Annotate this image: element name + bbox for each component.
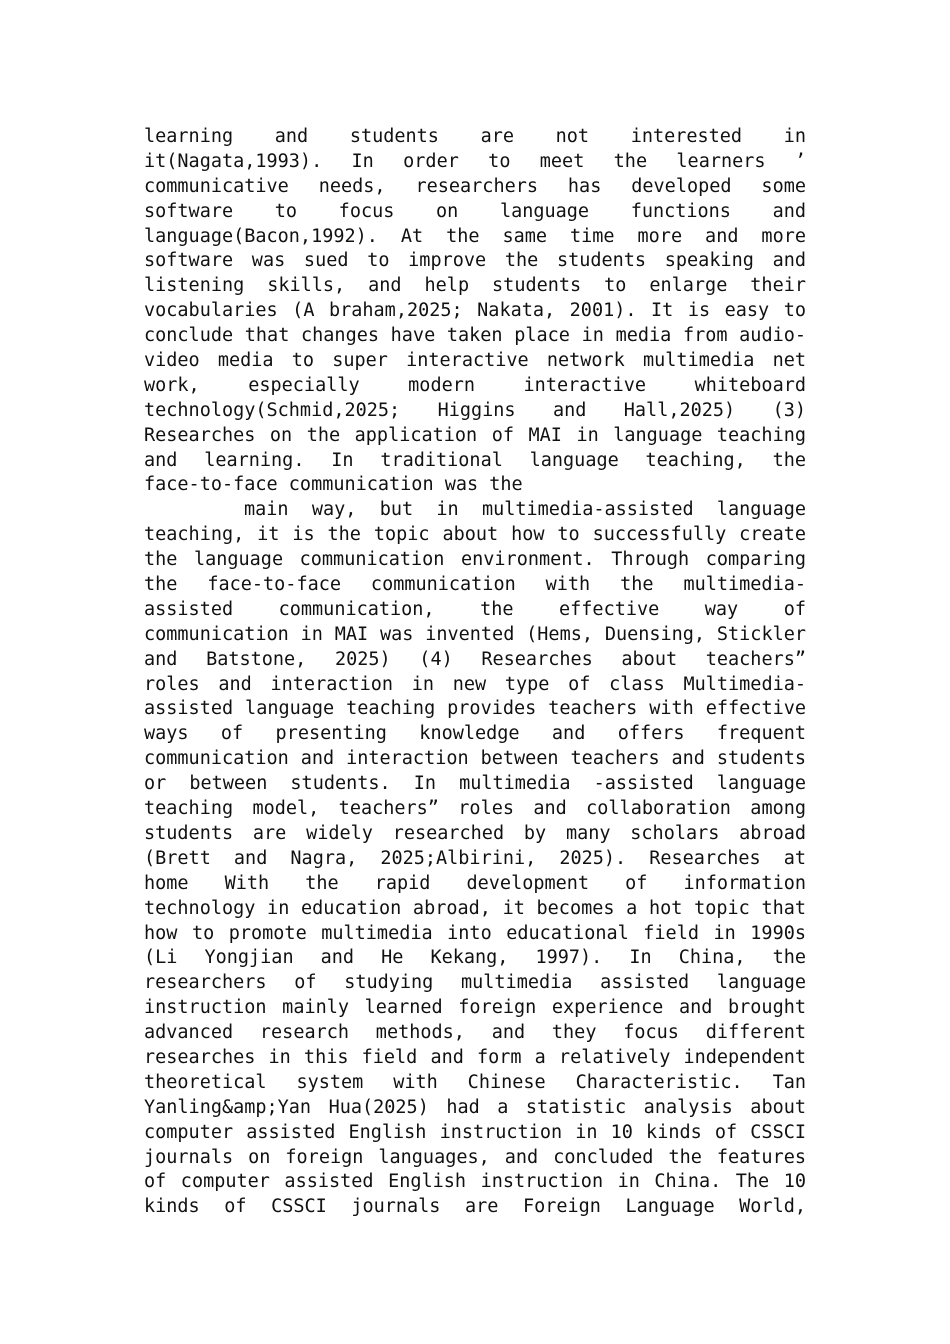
text-line: (Brett and Nagra, 2025;Albirini, 2025). Researches at xyxy=(144,847,806,869)
text-line: teaching, it is the topic about how to successfully create xyxy=(144,524,806,546)
text-line: communicative needs, researchers has developed some xyxy=(144,175,806,197)
text-line: the face-to-face communication with the multimedia- xyxy=(144,574,806,596)
body-text xyxy=(144,125,806,1220)
text-line: assisted communication, the effective way of xyxy=(144,598,806,620)
text-line: software was sued to improve the students speaking and xyxy=(144,250,806,272)
text-line: researches in this field and form a relatively independent xyxy=(144,1046,806,1068)
text-line: (Li Yongjian and He Kekang, 1997). In China, the xyxy=(144,947,806,969)
text-line: face-to-face communication was the xyxy=(144,474,523,496)
text-line: software to focus on language functions and xyxy=(144,200,806,222)
text-line: roles and interaction in new type of class Multimedia- xyxy=(144,673,806,695)
text-line: how to promote multimedia into educational field in 1990s xyxy=(144,922,806,944)
text-line: and learning. In traditional language teaching, the xyxy=(144,449,806,471)
text-line: and Batstone, 2025) (4) Researches about teachers” xyxy=(144,648,806,670)
text-line: assisted language teaching provides teachers with effective xyxy=(144,698,806,720)
text-line: kinds of CSSCI journals are Foreign Language World, xyxy=(144,1196,806,1218)
text-line: researchers of studying multimedia assisted language xyxy=(144,972,806,994)
text-line: technology in education abroad, it becomes a hot topic that xyxy=(144,897,806,919)
text-line: ways of presenting knowledge and offers frequent xyxy=(144,723,806,745)
text-line: advanced research methods, and they focus different xyxy=(144,1022,806,1044)
text-line: learning and students are not interested in xyxy=(144,126,806,147)
text-line: students are widely researched by many scholars abroad xyxy=(144,822,806,844)
text-line: vocabularies (A braham,2025; Nakata, 2001). It is easy to xyxy=(144,300,806,322)
text-line: Yanling&amp;Yan Hua(2025) had a statistic analysis about xyxy=(144,1096,806,1118)
text-line: communication in MAI was invented (Hems, Duensing, Stickler xyxy=(144,623,806,645)
text-line: home With the rapid development of information xyxy=(144,872,806,894)
text-line: it(Nagata,1993). In order to meet the learners ’ xyxy=(144,150,806,172)
text-line: of computer assisted English instruction in China. The 10 xyxy=(144,1171,806,1193)
text-line: teaching model, teachers” roles and collaboration among xyxy=(144,798,806,820)
text-line: main way, but in multimedia-assisted language xyxy=(244,499,806,521)
text-line: technology(Schmid,2025; Higgins and Hall,2025) (3) xyxy=(144,399,806,421)
text-line: work, especially modern interactive whiteboard xyxy=(144,374,806,396)
text-line: journals on foreign languages, and concluded the features xyxy=(144,1146,806,1168)
text-line: or between students. In multimedia -assisted language xyxy=(144,773,806,795)
text-line: communication and interaction between teachers and students xyxy=(144,748,806,770)
text-line: instruction mainly learned foreign experience and brought xyxy=(144,997,806,1019)
text-line: language(Bacon,1992). At the same time more and more xyxy=(144,225,806,247)
text-line: conclude that changes have taken place in media from audio- xyxy=(144,325,806,347)
text-line: video media to super interactive network multimedia net xyxy=(144,350,806,372)
text-line: computer assisted English instruction in 10 kinds of CSSCI xyxy=(144,1121,806,1143)
text-line: the language communication environment. Through comparing xyxy=(144,549,806,571)
text-line: listening skills, and help students to enlarge their xyxy=(144,275,806,297)
text-line: theoretical system with Chinese Characteristic. Tan xyxy=(144,1071,806,1093)
text-line: Researches on the application of MAI in language teaching xyxy=(144,424,806,446)
